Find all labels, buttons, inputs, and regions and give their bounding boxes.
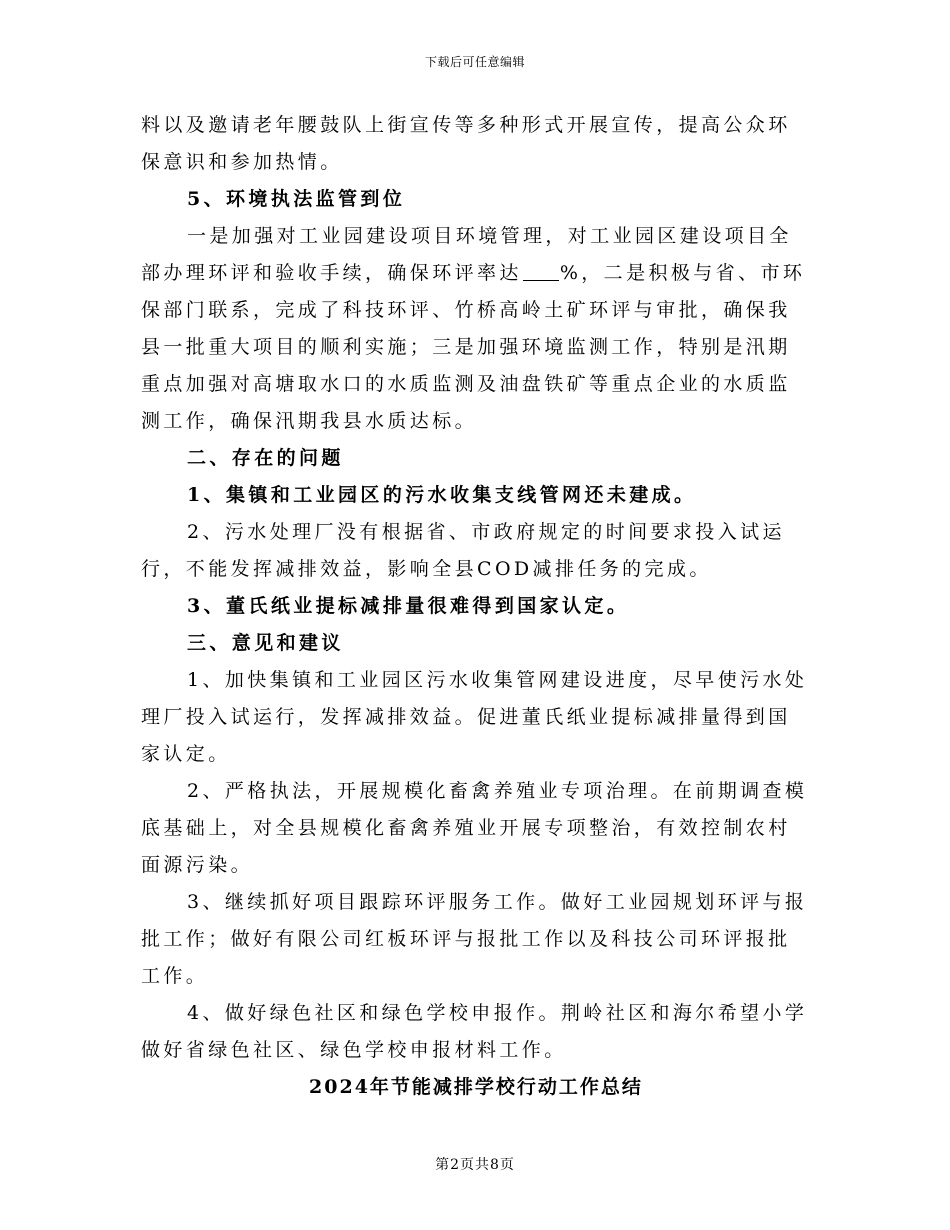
document-body bbox=[141, 107, 811, 1106]
paragraph-enforcement-part2: %，二是积极与省、市环保部门联系，完成了科技环评、竹桥高岭土矿环评与审批，确保我县一批重大项目的顺利实施；三是加强环境监测工作，特别是汛期重点加强对高塘取水口的水质监测及油盘铁矿等重点企业的水质监测工作，确保汛期我县水质达标。 bbox=[141, 262, 806, 432]
suggestion-item-1: 1、加快集镇和工业园区污水收集管网建设进度，尽早使污水处理厂投入试运行，发挥减排效益。促进董氏纸业提标减排量得到国家认定。 bbox=[141, 669, 808, 765]
problem-item-2: 2、污水处理厂没有根据省、市政府规定的时间要求投入试运行，不能发挥减排效益，影响全县COD减排任务的完成。 bbox=[141, 521, 785, 580]
problem-item-1: 1、集镇和工业园区的污水收集支线管网还未建成。 bbox=[187, 484, 697, 506]
paragraph-enforcement bbox=[141, 218, 811, 440]
problem-item-3: 3、董氏纸业提标减排量很难得到国家认定。 bbox=[187, 595, 630, 617]
suggestion-item-4: 4、做好绿色社区和绿色学校申报作。荆岭社区和海尔希望小学做好省绿色社区、绿色学校申报材料工作。 bbox=[141, 1002, 808, 1061]
section-heading-suggestions: 三、意见和建议 bbox=[187, 632, 344, 654]
heading-enforcement: 5、环境执法监管到位 bbox=[187, 188, 406, 210]
fill-blank bbox=[523, 262, 559, 281]
section-heading-problems: 二、存在的问题 bbox=[187, 447, 344, 469]
next-document-title: 2024年节能减排学校行动工作总结 bbox=[309, 1076, 643, 1098]
page-header: 下载后可任意编辑 bbox=[424, 55, 525, 69]
suggestion-item-3: 3、继续抓好项目跟踪环评服务工作。做好工业园规划环评与报批工作；做好有限公司红板环评与报批工作以及科技公司环评报批工作。 bbox=[141, 891, 808, 987]
suggestion-item-2: 2、严格执法，开展规模化畜禽养殖业专项治理。在前期调查模底基础上，对全县规模化畜禽养殖业开展专项整治，有效控制农村面源污染。 bbox=[141, 780, 808, 876]
page-footer: 第2页共8页 bbox=[435, 1157, 515, 1173]
paragraph-enforcement-part1: 一是加强对工业园建设项目环境管理，对工业园区建设项目全部办理环评和验收手续，确保环评率达 bbox=[141, 225, 792, 284]
paragraph-promotion: 料以及邀请老年腰鼓队上街宣传等多种形式开展宣传，提高公众环保意识和参加热情。 bbox=[141, 114, 791, 173]
